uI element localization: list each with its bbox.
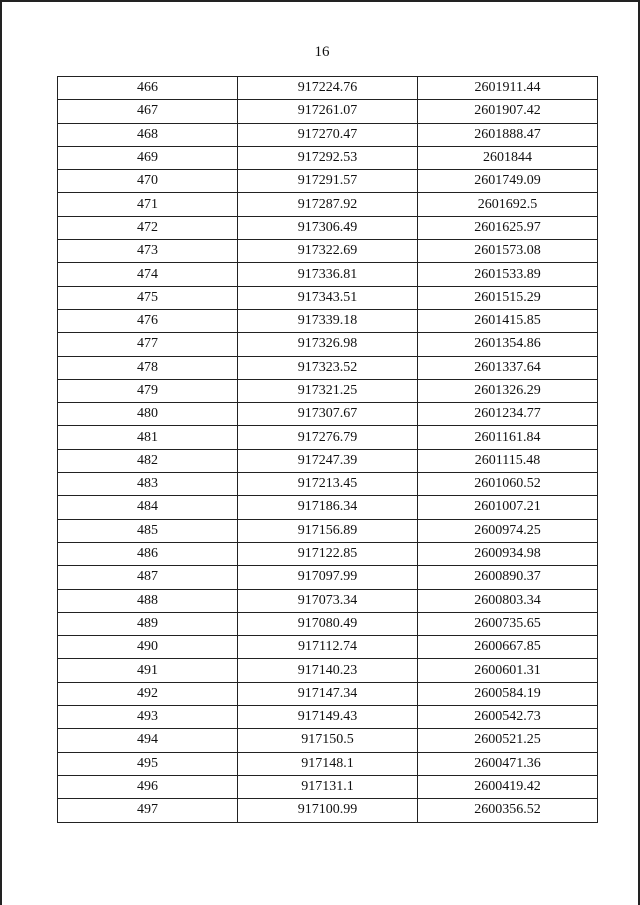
y-coordinate-cell: 2601354.86 (418, 333, 598, 356)
x-coordinate-cell: 917131.1 (238, 775, 418, 798)
y-coordinate-cell: 2601415.85 (418, 309, 598, 332)
table-row (58, 589, 598, 612)
point-number-cell: 490 (58, 636, 238, 659)
table-row (58, 146, 598, 169)
x-coordinate-cell: 917148.1 (238, 752, 418, 775)
table-row (58, 473, 598, 496)
point-number-cell: 480 (58, 403, 238, 426)
table-row (58, 309, 598, 332)
table-row (58, 379, 598, 402)
point-number-cell: 467 (58, 100, 238, 123)
coordinates-table (57, 76, 598, 823)
x-coordinate-cell: 917122.85 (238, 542, 418, 565)
x-coordinate-cell: 917186.34 (238, 496, 418, 519)
table-row (58, 752, 598, 775)
table-row (58, 566, 598, 589)
y-coordinate-cell: 2601749.09 (418, 170, 598, 193)
x-coordinate-cell: 917261.07 (238, 100, 418, 123)
x-coordinate-cell: 917224.76 (238, 77, 418, 100)
page-number: 16 (314, 44, 330, 60)
y-coordinate-cell: 2601337.64 (418, 356, 598, 379)
x-coordinate-cell: 917276.79 (238, 426, 418, 449)
x-coordinate-cell: 917100.99 (238, 799, 418, 822)
y-coordinate-cell: 2601625.97 (418, 216, 598, 239)
point-number-cell: 491 (58, 659, 238, 682)
point-number-cell: 492 (58, 682, 238, 705)
point-number-cell: 476 (58, 309, 238, 332)
y-coordinate-cell: 2600667.85 (418, 636, 598, 659)
table-row (58, 403, 598, 426)
x-coordinate-cell: 917321.25 (238, 379, 418, 402)
y-coordinate-cell: 2601844 (418, 146, 598, 169)
y-coordinate-cell: 2601115.48 (418, 449, 598, 472)
table-row (58, 636, 598, 659)
x-coordinate-cell: 917097.99 (238, 566, 418, 589)
point-number-cell: 489 (58, 612, 238, 635)
point-number-cell: 486 (58, 542, 238, 565)
x-coordinate-cell: 917339.18 (238, 309, 418, 332)
table-row (58, 496, 598, 519)
table-row (58, 240, 598, 263)
y-coordinate-cell: 2600890.37 (418, 566, 598, 589)
x-coordinate-cell: 917291.57 (238, 170, 418, 193)
point-number-cell: 487 (58, 566, 238, 589)
point-number-cell: 470 (58, 170, 238, 193)
point-number-cell: 481 (58, 426, 238, 449)
table-row (58, 542, 598, 565)
x-coordinate-cell: 917156.89 (238, 519, 418, 542)
y-coordinate-cell: 2601515.29 (418, 286, 598, 309)
point-number-cell: 484 (58, 496, 238, 519)
y-coordinate-cell: 2600521.25 (418, 729, 598, 752)
table-row (58, 170, 598, 193)
x-coordinate-cell: 917147.34 (238, 682, 418, 705)
y-coordinate-cell: 2600419.42 (418, 775, 598, 798)
x-coordinate-cell: 917247.39 (238, 449, 418, 472)
y-coordinate-cell: 2601888.47 (418, 123, 598, 146)
point-number-cell: 472 (58, 216, 238, 239)
point-number-cell: 488 (58, 589, 238, 612)
table-row (58, 356, 598, 379)
point-number-cell: 474 (58, 263, 238, 286)
x-coordinate-cell: 917270.47 (238, 123, 418, 146)
x-coordinate-cell: 917326.98 (238, 333, 418, 356)
point-number-cell: 479 (58, 379, 238, 402)
table-row (58, 193, 598, 216)
y-coordinate-cell: 2601060.52 (418, 473, 598, 496)
table-row (58, 612, 598, 635)
y-coordinate-cell: 2600934.98 (418, 542, 598, 565)
table-row (58, 659, 598, 682)
y-coordinate-cell: 2600974.25 (418, 519, 598, 542)
y-coordinate-cell: 2600584.19 (418, 682, 598, 705)
x-coordinate-cell: 917336.81 (238, 263, 418, 286)
point-number-cell: 469 (58, 146, 238, 169)
x-coordinate-cell: 917140.23 (238, 659, 418, 682)
point-number-cell: 473 (58, 240, 238, 263)
coordinates-table-body (58, 77, 598, 823)
y-coordinate-cell: 2601907.42 (418, 100, 598, 123)
point-number-cell: 485 (58, 519, 238, 542)
x-coordinate-cell: 917323.52 (238, 356, 418, 379)
y-coordinate-cell: 2600471.36 (418, 752, 598, 775)
table-row (58, 449, 598, 472)
table-row (58, 263, 598, 286)
y-coordinate-cell: 2601326.29 (418, 379, 598, 402)
x-coordinate-cell: 917073.34 (238, 589, 418, 612)
point-number-cell: 466 (58, 77, 238, 100)
point-number-cell: 483 (58, 473, 238, 496)
point-number-cell: 471 (58, 193, 238, 216)
y-coordinate-cell: 2600542.73 (418, 706, 598, 729)
x-coordinate-cell: 917306.49 (238, 216, 418, 239)
table-row (58, 519, 598, 542)
y-coordinate-cell: 2601007.21 (418, 496, 598, 519)
y-coordinate-cell: 2600735.65 (418, 612, 598, 635)
table-row (58, 286, 598, 309)
point-number-cell: 478 (58, 356, 238, 379)
table-row (58, 799, 598, 822)
table-row (58, 682, 598, 705)
table-row (58, 123, 598, 146)
table-row (58, 706, 598, 729)
x-coordinate-cell: 917287.92 (238, 193, 418, 216)
y-coordinate-cell: 2601161.84 (418, 426, 598, 449)
x-coordinate-cell: 917292.53 (238, 146, 418, 169)
y-coordinate-cell: 2601573.08 (418, 240, 598, 263)
x-coordinate-cell: 917112.74 (238, 636, 418, 659)
y-coordinate-cell: 2601533.89 (418, 263, 598, 286)
table-row (58, 775, 598, 798)
point-number-cell: 494 (58, 729, 238, 752)
point-number-cell: 475 (58, 286, 238, 309)
x-coordinate-cell: 917343.51 (238, 286, 418, 309)
x-coordinate-cell: 917307.67 (238, 403, 418, 426)
table-row (58, 100, 598, 123)
point-number-cell: 496 (58, 775, 238, 798)
point-number-cell: 468 (58, 123, 238, 146)
y-coordinate-cell: 2601234.77 (418, 403, 598, 426)
y-coordinate-cell: 2601692.5 (418, 193, 598, 216)
table-row (58, 216, 598, 239)
point-number-cell: 482 (58, 449, 238, 472)
point-number-cell: 497 (58, 799, 238, 822)
x-coordinate-cell: 917150.5 (238, 729, 418, 752)
table-row (58, 729, 598, 752)
y-coordinate-cell: 2600601.31 (418, 659, 598, 682)
x-coordinate-cell: 917149.43 (238, 706, 418, 729)
y-coordinate-cell: 2600803.34 (418, 589, 598, 612)
point-number-cell: 493 (58, 706, 238, 729)
y-coordinate-cell: 2600356.52 (418, 799, 598, 822)
table-row (58, 333, 598, 356)
point-number-cell: 495 (58, 752, 238, 775)
x-coordinate-cell: 917322.69 (238, 240, 418, 263)
x-coordinate-cell: 917080.49 (238, 612, 418, 635)
table-row (58, 77, 598, 100)
x-coordinate-cell: 917213.45 (238, 473, 418, 496)
y-coordinate-cell: 2601911.44 (418, 77, 598, 100)
point-number-cell: 477 (58, 333, 238, 356)
table-row (58, 426, 598, 449)
